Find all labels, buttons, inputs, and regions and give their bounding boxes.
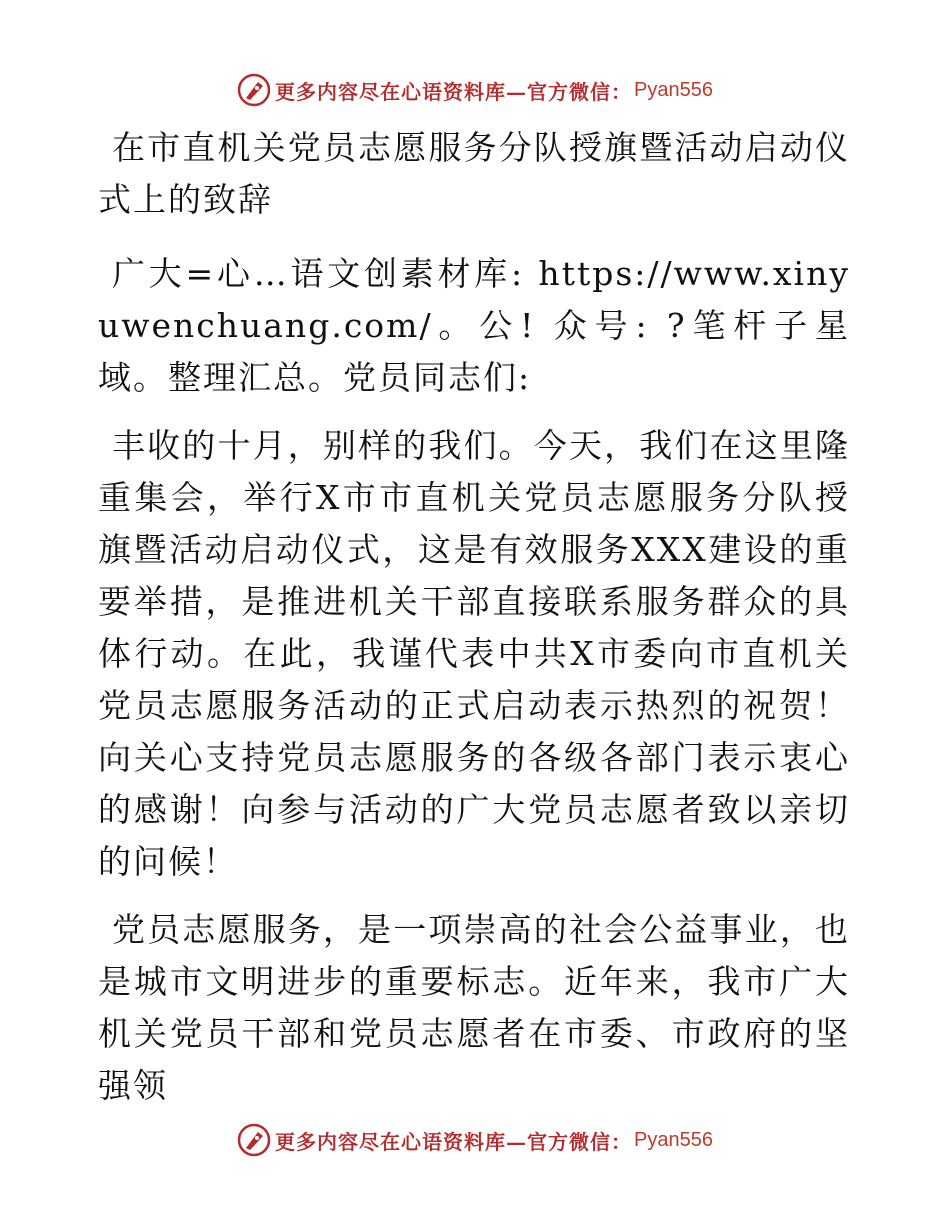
footer-banner	[0, 1118, 950, 1162]
pen-nib-logo-icon	[237, 73, 271, 107]
pen-nib-logo-icon	[237, 1123, 271, 1157]
paragraph-3: 党员志愿服务，是一项崇高的社会公益事业，也是城市文明进步的重要标志。近年来，我市广大机关党员干部和党员志愿者在市委、市政府的坚强领	[98, 910, 850, 1105]
document-title: 在市直机关党员志愿服务分队授旗暨活动启动仪式上的致辞	[98, 128, 850, 219]
paragraph-2: 丰收的十月，别样的我们。今天，我们在这里隆重集会，举行X市市直机关党员志愿服务分队授旗暨活动启动仪式，这是有效服务XXX建设的重要举措，是推进机关干部直接联系服务群众的具体行动。在此，我谨代表中共X市委向市直机关党员志愿服务活动的正式启动表示热烈的祝贺！向关心支持党员志愿服务的各级各部门表示衷心的感谢！向参与活动的广大党员志愿者致以亲切的问候！	[98, 426, 850, 881]
header-banner-text: 更多内容尽在心语资料库—官方微信：	[275, 79, 633, 104]
header-banner	[0, 68, 950, 112]
header-wechat-id: Pyan556	[634, 78, 713, 101]
paragraph-1: 广大=心…语文创素材库: https://www.xinyuwenchuang.com/。公! 众号: ?笔杆子星域。整理汇总。党员同志们:	[98, 254, 850, 397]
footer-banner-text: 更多内容尽在心语资料库—官方微信：	[275, 1129, 633, 1154]
footer-wechat-id: Pyan556	[634, 1128, 713, 1151]
document-body	[98, 122, 850, 1128]
